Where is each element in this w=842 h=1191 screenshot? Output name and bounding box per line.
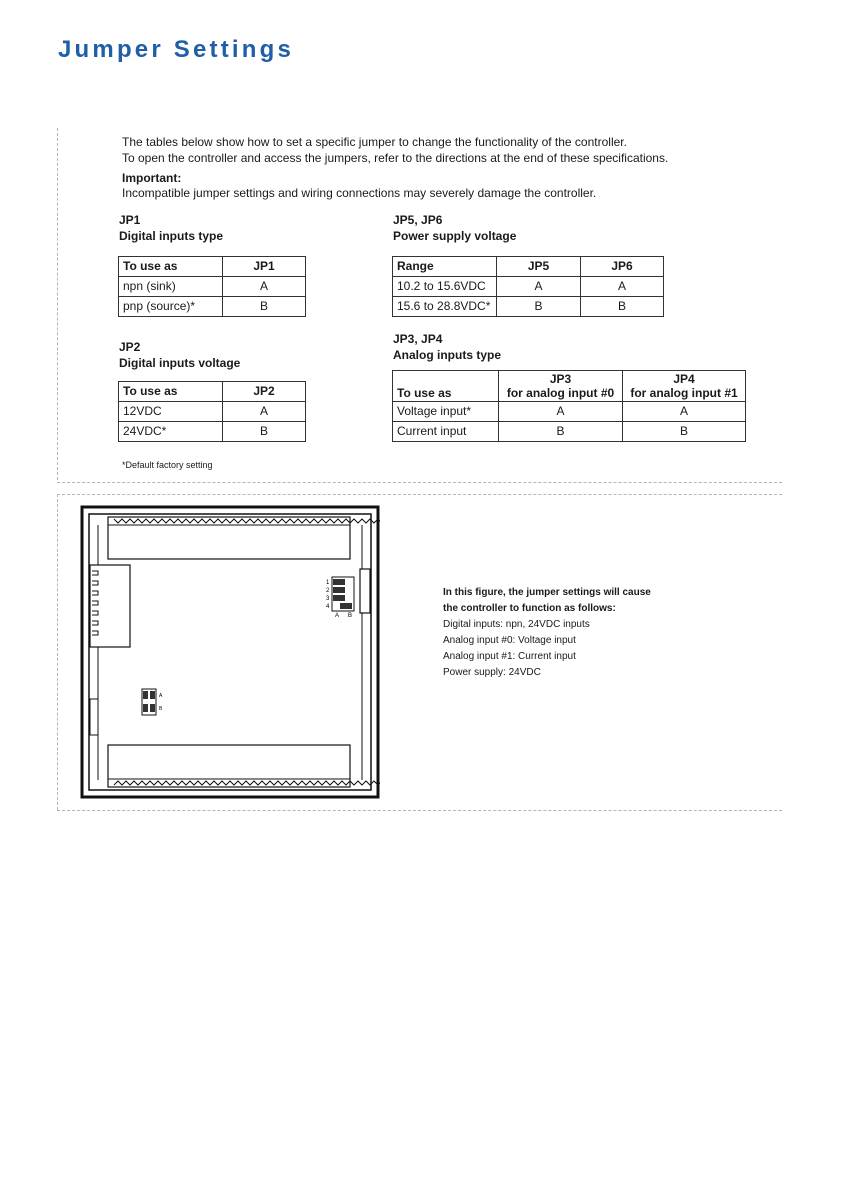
page-title: Jumper Settings — [58, 36, 295, 63]
jp1-header-use: To use as — [119, 257, 223, 277]
jumper-1 — [333, 579, 345, 585]
table-cell: 24VDC* — [119, 422, 223, 442]
figure-border-left — [57, 494, 58, 810]
table-cell: Current input — [393, 422, 499, 442]
controller-figure — [80, 505, 380, 800]
jumper-4 — [340, 603, 352, 609]
table-cell: 15.6 to 28.8VDC* — [393, 297, 497, 317]
jp56-header-range: Range — [393, 257, 497, 277]
caption-item: Power supply: 24VDC — [443, 667, 541, 678]
jp1-title: JP1 — [119, 213, 141, 227]
jp56-subtitle: Power supply voltage — [393, 229, 517, 243]
jp34-title: JP3, JP4 — [393, 332, 443, 346]
jp34-header-jp3-sub: for analog input #0 — [506, 386, 615, 400]
small-jumper-1 — [143, 691, 148, 699]
jp34-header-jp3-label: JP3 — [549, 372, 572, 386]
jp2-heading — [119, 339, 240, 371]
intro-line-2: To open the controller and access the jumpers, refer to the directions at the end of these specifications. — [122, 151, 669, 165]
table-cell: A — [223, 277, 306, 297]
table-cell: B — [497, 297, 581, 317]
table-row — [119, 277, 306, 297]
figure-border-top — [57, 494, 782, 495]
jumper-3 — [333, 595, 345, 601]
jumper-2 — [333, 587, 345, 593]
jp1-table — [118, 256, 306, 317]
important-text: Incompatible jumper settings and wiring connections may severely damage the controller. — [122, 186, 597, 200]
jumper-row-label: 4 — [326, 604, 330, 610]
footnote: *Default factory setting — [122, 460, 213, 470]
table-cell: A — [581, 277, 664, 297]
small-jumper-2 — [150, 691, 155, 699]
jp56-header-jp6: JP6 — [581, 257, 664, 277]
small-jumper-label: B — [159, 706, 163, 712]
jp34-header-jp3 — [499, 371, 623, 402]
small-jumper-4 — [150, 704, 155, 712]
right-connector — [360, 569, 370, 613]
table-cell: A — [499, 402, 623, 422]
section-border-left — [57, 128, 58, 480]
jumper-col-label: B — [348, 613, 353, 619]
table-row — [119, 402, 306, 422]
small-jumper-label: A — [159, 693, 163, 699]
jp2-header-jp: JP2 — [223, 382, 306, 402]
jumper-row-label: 1 — [326, 580, 330, 586]
jp1-header-jp: JP1 — [223, 257, 306, 277]
table-cell: A — [223, 402, 306, 422]
jumper-row-label: 2 — [326, 588, 330, 594]
jp56-table — [392, 256, 664, 317]
caption-item: Analog input #0: Voltage input — [443, 635, 576, 646]
jumper-col-label: A — [335, 613, 340, 619]
jp1-heading — [119, 212, 223, 244]
section-divider — [57, 482, 782, 483]
figure-border-bottom — [57, 810, 782, 811]
table-row — [393, 422, 746, 442]
table-row — [393, 402, 746, 422]
jp34-header-jp4-label: JP4 — [673, 372, 695, 386]
table-cell: B — [499, 422, 623, 442]
table-cell: A — [623, 402, 746, 422]
jp56-header-jp5: JP5 — [497, 257, 581, 277]
bottom-terminal-strip — [108, 745, 350, 787]
left-small-connector — [90, 699, 98, 735]
jp34-header-jp4-sub: for analog input #1 — [630, 386, 738, 400]
intro-line-1: The tables below show how to set a specific jumper to change the functionality of the controller. — [122, 135, 627, 149]
jp56-title: JP5, JP6 — [393, 213, 443, 227]
small-jumper-3 — [143, 704, 148, 712]
caption-item: Digital inputs: npn, 24VDC inputs — [443, 619, 590, 630]
top-terminal-strip — [108, 517, 350, 559]
jp56-heading — [393, 212, 516, 244]
table-cell: 12VDC — [119, 402, 223, 422]
table-row — [393, 297, 664, 317]
jp2-title: JP2 — [119, 340, 141, 354]
figure-caption — [443, 585, 651, 681]
table-cell: B — [223, 422, 306, 442]
caption-bold-1: In this figure, the jumper settings will cause — [443, 587, 651, 598]
jp34-subtitle: Analog inputs type — [393, 348, 501, 362]
jp34-header-jp4 — [623, 371, 746, 402]
table-row — [119, 297, 306, 317]
table-cell: 10.2 to 15.6VDC — [393, 277, 497, 297]
table-row — [393, 277, 664, 297]
table-cell: A — [497, 277, 581, 297]
jp2-subtitle: Digital inputs voltage — [119, 356, 241, 370]
jp34-header-use: To use as — [393, 371, 499, 402]
table-cell: B — [623, 422, 746, 442]
table-cell: pnp (source)* — [119, 297, 223, 317]
table-cell: npn (sink) — [119, 277, 223, 297]
jp34-heading — [393, 331, 501, 363]
table-row — [119, 422, 306, 442]
important-label: Important: — [122, 171, 182, 185]
jumper-row-label: 3 — [326, 596, 330, 602]
jp2-table — [118, 381, 306, 442]
jp34-table — [392, 370, 746, 442]
table-cell: B — [223, 297, 306, 317]
table-cell: Voltage input* — [393, 402, 499, 422]
jp2-header-use: To use as — [119, 382, 223, 402]
caption-item: Analog input #1: Current input — [443, 651, 576, 662]
jp1-subtitle: Digital inputs type — [119, 229, 224, 243]
table-cell: B — [581, 297, 664, 317]
caption-bold-2: the controller to function as follows: — [443, 603, 616, 614]
